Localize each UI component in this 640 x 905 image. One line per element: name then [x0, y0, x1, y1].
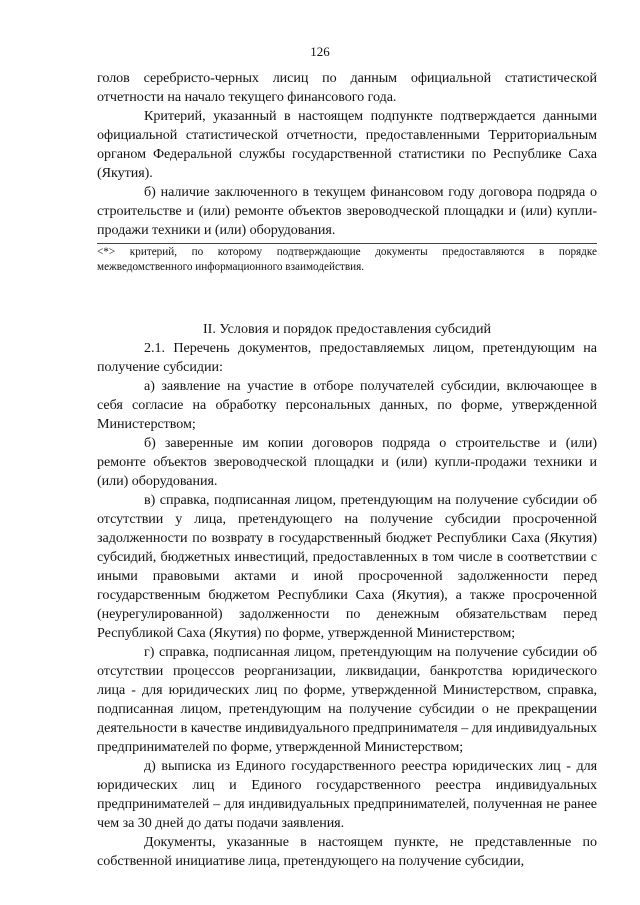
paragraph-item-d: д) выписка из Единого государственного реестра юридических лиц - для юридических лиц и Единого государственного реестра индивидуальных предпринимателей – для индивидуальных предпринимателей, полученная не ранее чем за 30 дней до даты подачи заявления.: [97, 758, 597, 831]
paragraph-continuation: голов серебристо-черных лисиц по данным официальной статистической отчетности на начало текущего финансового года.: [97, 70, 597, 105]
paragraph-item-a: а) заявление на участие в отборе получателей субсидии, включающее в себя согласие на обработку персональных данных, по форме, утвержденной Министерством;: [97, 378, 597, 432]
section-title: II. Условия и порядок предоставления субсидий: [202, 321, 492, 337]
paragraph-documents-note: Документы, указанные в настоящем пункте, не представленные по собственной инициативе лица, претендующего на получение субсидии,: [97, 834, 597, 869]
paragraph-criterion-b: б) наличие заключенного в текущем финансовом году договора подряда о строительстве и (или) ремонте объектов звероводческой площадки и (или) купли-продажи техники и (или) оборудования.: [97, 184, 597, 238]
paragraph-item-g: г) справка, подписанная лицом, претендующим на получение субсидии об отсутствии процессов реорганизации, ликвидации, банкротства юридического лица - для юридических лиц по форме, утвержденной Министерством, справка, подписанная лицом, претендующим на получение субсидии о не прекращении деятельности в качестве индивидуального предпринимателя – для индивидуальных предпринимателей по форме, утвержденной Министерством;: [97, 644, 597, 755]
paragraph-item-b: б) заверенные им копии договоров подряда о строительстве и (или) ремонте объектов звероводческой площадки и (или) купли-продажи техники и (или) оборудования.: [97, 435, 597, 489]
paragraph-2-1: 2.1. Перечень документов, предоставляемых лицом, претендующим на получение субсидии:: [97, 340, 597, 375]
footnote: <*> критерий, по которому подтверждающие документы предоставляются в порядке межведомственного информационного взаимодействия.: [97, 246, 597, 273]
document-body: [97, 69, 597, 871]
paragraph-criterion-note: Критерий, указанный в настоящем подпункте подтверждается данными официальной статистической отчетности, предоставленными Территориальным органом Федеральной службы государственной статистики по Республике Саха (Якутия).: [97, 108, 597, 181]
footnote-rule: [97, 243, 597, 244]
paragraph-item-v: в) справка, подписанная лицом, претендующим на получение субсидии об отсутствии у лица, претендующего на получение субсидии просроченной задолженности по возврату в государственный бюджет Республики Саха (Якутия) субсидий, бюджетных инвестиций, предоставленных в том числе в соответствии с иными правовыми актами и иной просроченной задолженности перед государственным бюджетом Республики Саха (Якутия), а также просроченной (неурегулированной) задолженности по денежным обязательствам перед Республикой Саха (Якутия) по форме, утвержденной Министерством;: [97, 492, 597, 641]
page-number: 126: [310, 44, 330, 59]
